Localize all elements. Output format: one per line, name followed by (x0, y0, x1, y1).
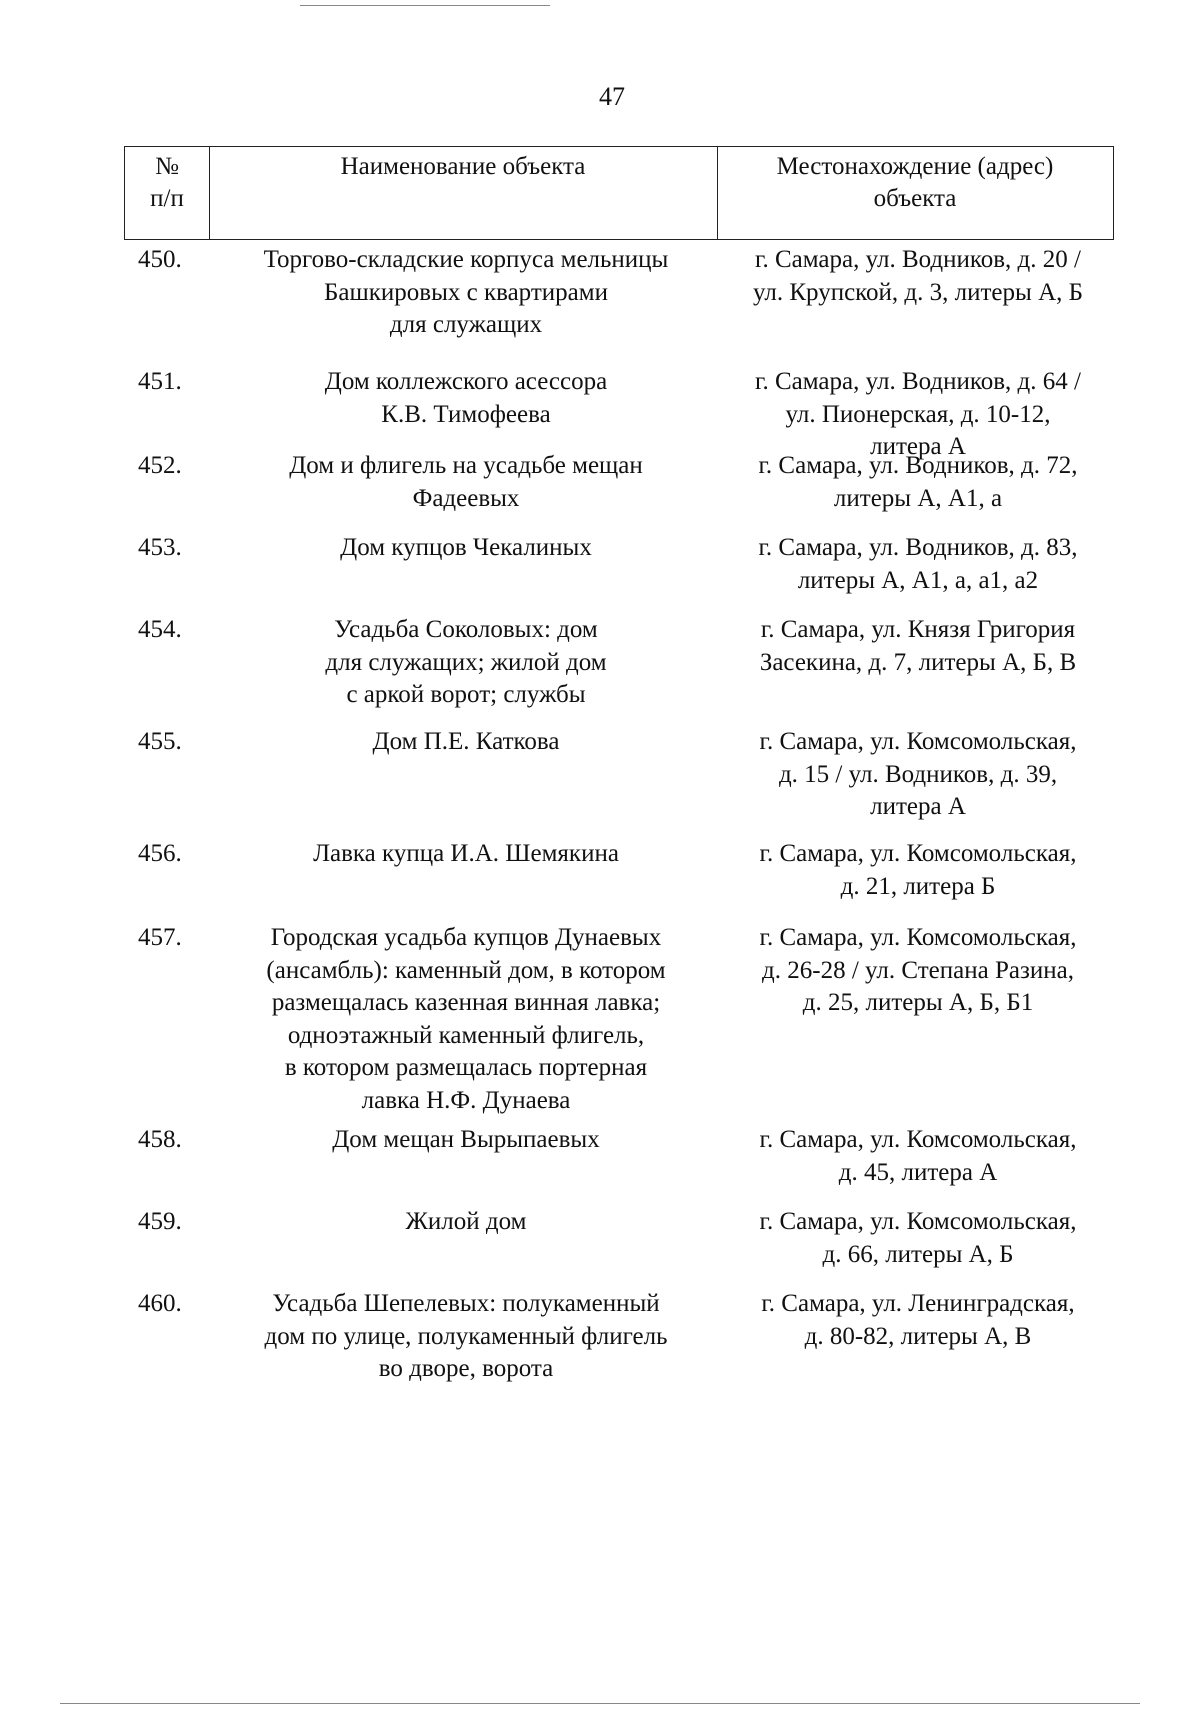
object-name (226, 726, 706, 759)
object-address-line: д. 25, литеры А, Б, Б1 (802, 989, 1034, 1016)
object-address (718, 838, 1118, 903)
object-address (718, 532, 1118, 597)
object-address-line: д. 15 / ул. Водников, д. 39, (778, 760, 1058, 788)
row-number: 455. (138, 728, 182, 755)
row-number: 453. (138, 534, 182, 561)
object-name-line: в котором размещалась портерная (284, 1054, 648, 1081)
object-address-line: д. 26-28 / ул. Степана Разина, (762, 956, 1074, 984)
object-name-line: лавка Н.Ф. Дунаева (361, 1086, 571, 1114)
object-name (226, 922, 706, 1117)
object-name (226, 1206, 706, 1239)
row-number: 459. (138, 1208, 182, 1235)
row-number: 456. (138, 840, 182, 867)
header-address-label-line1: Местонахождение (адрес) (776, 153, 1054, 180)
object-address-line: ул. Крупской, д. 3, литеры А, Б (752, 278, 1083, 306)
header-number-column (125, 147, 209, 239)
object-address-line: д. 66, литеры А, Б (822, 1240, 1014, 1268)
object-name-line: Дом мещан Вырыпаевых (332, 1126, 600, 1153)
row-number: 458. (138, 1126, 182, 1153)
table-header (124, 146, 1114, 240)
object-address (718, 366, 1118, 464)
object-name-line: для служащих; жилой дом (325, 648, 607, 676)
object-name (226, 838, 706, 871)
object-name-line: Лавка купца И.А. Шемякина (313, 840, 619, 867)
object-name-line: дом по улице, полукаменный флигель (264, 1322, 668, 1350)
object-name-line: Дом П.Е. Каткова (372, 728, 560, 755)
object-name-line: одноэтажный каменный флигель, (287, 1021, 645, 1049)
object-address-line: литеры А, А1, а, а1, а2 (797, 566, 1039, 594)
object-name-line: Дом коллежского асессора (324, 368, 608, 395)
row-number: 457. (138, 924, 182, 951)
row-number: 460. (138, 1290, 182, 1317)
object-address-line: д. 21, литера Б (840, 872, 996, 900)
object-name-line: Городская усадьба купцов Дунаевых (270, 924, 662, 951)
object-name-line: Усадьба Шепелевых: полукаменный (272, 1290, 660, 1317)
table-row (0, 244, 1200, 356)
object-name (226, 532, 706, 565)
object-address (718, 922, 1118, 1020)
object-address (718, 1206, 1118, 1271)
object-address-line: г. Самара, ул. Водников, д. 83, (758, 534, 1078, 561)
table-row (0, 1288, 1200, 1400)
page-number: 47 (599, 82, 625, 111)
header-number-symbol: № (155, 153, 179, 180)
object-address-line: г. Самара, ул. Водников, д. 72, (758, 452, 1078, 479)
object-name-line: Дом купцов Чекалиных (340, 534, 592, 561)
object-address (718, 450, 1118, 515)
object-address-line: г. Самара, ул. Водников, д. 64 / (755, 368, 1081, 395)
row-number: 450. (138, 246, 182, 273)
object-address-line: д. 45, литера А (838, 1158, 998, 1186)
header-address-label-line2: объекта (873, 185, 957, 212)
object-name (226, 1288, 706, 1386)
table-row (0, 614, 1200, 726)
top-scan-rule (300, 5, 550, 6)
object-address (718, 1288, 1118, 1353)
object-address (718, 1124, 1118, 1189)
table-row (0, 922, 1200, 1114)
object-name-line: для служащих (389, 311, 543, 338)
object-name-line: (ансамбль): каменный дом, в котором (266, 956, 666, 984)
object-address-line: г. Самара, ул. Князя Григория (760, 616, 1076, 643)
object-name-line: Дом и флигель на усадьбе мещан (289, 452, 643, 479)
object-name-line: размещалась казенная винная лавка; (271, 989, 661, 1016)
object-name-line: с аркой ворот; службы (346, 681, 586, 708)
object-name-line: Фадеевых (412, 484, 520, 512)
object-address-line: ул. Пионерская, д. 10-12, (785, 400, 1051, 428)
object-address-line: г. Самара, ул. Комсомольская, (759, 728, 1077, 755)
object-address-line: Засекина, д. 7, литеры А, Б, В (759, 648, 1077, 676)
object-name-line: Торгово-складские корпуса мельницы (263, 246, 669, 273)
object-address-line: г. Самара, ул. Ленинградская, (761, 1290, 1075, 1317)
object-address (718, 726, 1118, 824)
object-address-line: г. Самара, ул. Комсомольская, (759, 840, 1077, 867)
object-name (226, 450, 706, 515)
row-number: 452. (138, 452, 182, 479)
row-number: 451. (138, 368, 182, 395)
object-name (226, 244, 706, 342)
object-name-line: Башкировых с квартирами (324, 278, 608, 306)
object-address-line: г. Самара, ул. Комсомольская, (759, 1208, 1077, 1235)
row-number: 454. (138, 616, 182, 643)
table-row (0, 726, 1200, 838)
object-address (718, 244, 1118, 309)
object-address-line: д. 80-82, литеры А, В (804, 1322, 1032, 1350)
bottom-scan-rule (60, 1703, 1140, 1704)
header-number-label: п/п (150, 185, 184, 212)
object-name-line: К.В. Тимофеева (381, 400, 551, 428)
object-name-line: Жилой дом (405, 1208, 527, 1235)
object-address-line: г. Самара, ул. Комсомольская, (759, 924, 1077, 951)
object-name (226, 366, 706, 431)
header-address-column (717, 147, 1113, 239)
object-name (226, 1124, 706, 1157)
object-name-line: во дворе, ворота (378, 1355, 554, 1382)
object-address-line: литеры А, А1, а (833, 484, 1003, 512)
object-address-line: литера А (870, 433, 966, 460)
object-address (718, 614, 1118, 679)
object-name (226, 614, 706, 712)
header-name-label: Наименование объекта (340, 153, 586, 180)
object-address-line: г. Самара, ул. Комсомольская, (759, 1126, 1077, 1153)
header-name-column (209, 147, 717, 239)
object-address-line: г. Самара, ул. Водников, д. 20 / (755, 246, 1081, 273)
object-address-line: литера А (870, 793, 966, 820)
object-name-line: Усадьба Соколовых: дом (334, 616, 598, 643)
